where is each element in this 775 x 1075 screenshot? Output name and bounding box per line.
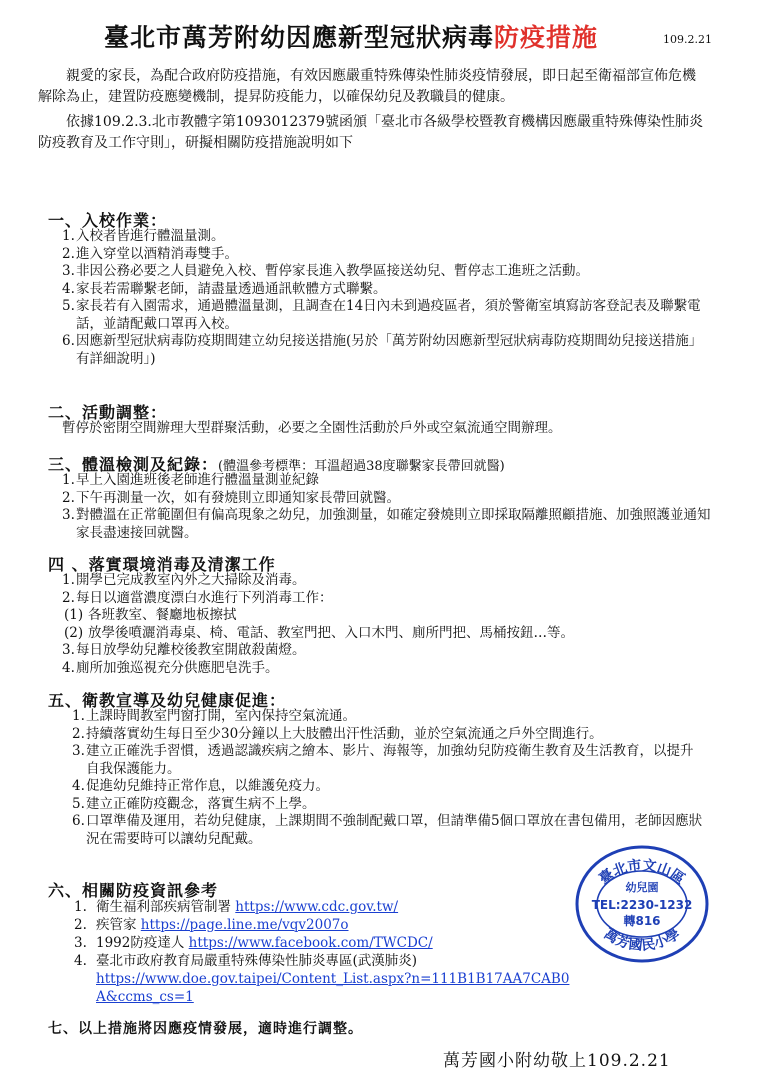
item-number: 2.: [74, 917, 87, 933]
item-number: 4.: [62, 280, 75, 297]
item-text: 家長若需聯繫老師，請盡量透過通訊軟體方式聯繫。: [76, 280, 387, 297]
item-number: 3.: [62, 642, 75, 658]
facebook-link[interactable]: https://www.facebook.com/TWCDC/: [188, 935, 433, 951]
list-item: [62, 660, 712, 678]
item-text: 建立正確防疫觀念，落實生病不上學。: [86, 795, 316, 812]
list-item: [62, 507, 712, 542]
item-text: 每日放學幼兒離校後教室開啟殺菌燈。: [76, 642, 306, 658]
item-text: 口罩準備及運用，若幼兒健康，上課期間不強制配戴口罩，但請準備5個口罩放在書包備用，老師因應狀況在需要時可以讓幼兒配戴。: [86, 813, 703, 847]
list-item: [74, 898, 574, 916]
section-6-title: 六、相關防疫資訊參考: [48, 881, 219, 900]
item-text: 每日以適當濃度漂白水進行下列消毒工作：: [76, 589, 333, 606]
section-4-title: 四 、落實環境消毒及清潔工作: [48, 555, 276, 574]
item-text: 因應新型冠狀病毒防疫期間建立幼兒接送措施(另於「萬芳附幼因應新型冠狀病毒防疫期間幼兒接送措施」有詳細說明」): [76, 333, 703, 367]
section-3-title-text: 三、體溫檢測及紀錄：: [48, 455, 219, 474]
item-number: 3.: [72, 743, 85, 759]
list-item: [62, 472, 712, 490]
list-item: [72, 778, 704, 796]
cdc-link[interactable]: https://www.cdc.gov.tw/: [235, 899, 399, 915]
list-item: [62, 490, 712, 508]
item-text: 廁所加強巡視充分供應肥皂洗手。: [76, 659, 279, 676]
section-6-list: [74, 898, 574, 1006]
item-number: 5.: [72, 795, 85, 812]
item-text: 入校者皆進行體溫量測。: [76, 228, 225, 244]
school-seal-stamp: [573, 843, 711, 965]
section-1-title: 一、入校作業：: [48, 211, 168, 230]
list-item: [72, 743, 704, 778]
item-text: 促進幼兒維持正常作息，以維護免疫力。: [86, 778, 329, 794]
item-text: 進入穿堂以酒精消毒雙手。: [76, 245, 238, 262]
item-number: 4.: [72, 778, 85, 794]
list-item: [62, 263, 712, 281]
title-row: [0, 18, 775, 58]
item-text: 家長若有入園需求，通過體溫量測，且調查在14日內未到過疫區者，須於警衛室填寫訪客登記表及聯繫電話，並請配戴口罩再入校。: [76, 298, 701, 332]
item-number: 6.: [62, 333, 75, 349]
list-item: [72, 708, 704, 726]
item-text: 持續落實幼生每日至少30分鐘以上大肢體出汗性活動，並於空氣流通之戶外空間進行。: [86, 725, 603, 742]
item-text: 放學後噴灑消毒桌、椅、電話、教室門把、入口木門、廁所門把、馬桶按鈕…等。: [88, 624, 574, 641]
stamp-top-textpath: 臺北市文山區: [596, 857, 688, 888]
list-item: [74, 952, 574, 1006]
list-item: [62, 228, 712, 246]
item-number: 4.: [62, 659, 75, 676]
section-2-text: 暫停於密閉空間辦理大型群聚活動，必要之全園性活動於戶外或空氣流通空間辦理。: [62, 420, 562, 436]
section-5-list: [72, 708, 704, 848]
item-text: 各班教室、餐廳地板擦拭: [88, 607, 237, 623]
page-title: [104, 18, 598, 54]
list-item: [62, 333, 712, 368]
item-number: (1): [64, 607, 84, 623]
item-text: 非因公務必要之人員避免入校、暫停家長進入教學區接送幼兒、暫停志工進班之活動。: [76, 263, 589, 279]
reference-label: 衛生福利部疾病管制署: [96, 899, 231, 915]
item-number: 1.: [62, 572, 75, 588]
item-number: 1.: [62, 472, 75, 488]
intro-paragraph-2: 依據109.2.3.北市教體字第1093012379號函頒「臺北市各級學校暨教育機構因應嚴重特殊傳染性肺炎防疫教育及工作守則」，研擬相關防疫措施說明如下: [38, 114, 703, 151]
list-item: [62, 246, 712, 264]
item-text: 上課時間教室門窗打開，室內保持空氣流通。: [86, 708, 356, 724]
section-3-list: [62, 472, 712, 542]
section-2-title: 二、活動調整：: [48, 403, 168, 422]
item-text: 對體溫在正常範圍但有偏高現象之幼兒，加強測量，如確定發燒則立即採取隔離照顧措施、加強照護並通知家長盡速接回就醫。: [76, 507, 711, 541]
reference-label: 臺北市政府教育局嚴重特殊傳染性肺炎專區(武漢肺炎): [96, 953, 418, 969]
stamp-bottom-text: [601, 925, 683, 954]
list-item: [62, 590, 712, 608]
title-highlight: 防疫措施: [494, 23, 599, 52]
list-item: [72, 796, 704, 814]
item-number: 1.: [74, 899, 87, 915]
intro: [38, 66, 706, 154]
line-link[interactable]: https://page.line.me/vqv2007o: [140, 917, 349, 933]
title-main-text: 臺北市萬芳附幼因應新型冠狀病毒: [104, 23, 495, 52]
stamp-phone: TEL:2230-1232: [591, 898, 693, 912]
doe-link[interactable]: https://www.doe.gov.taipei/Content_List.aspx?n=111B1B17AA7CAB0A&ccms_cs=1: [96, 971, 570, 1005]
stamp-extension: 轉816: [623, 914, 661, 928]
reference-label: 1992防疫達人: [96, 935, 185, 951]
list-item: [74, 916, 574, 934]
reference-label: 疾管家: [96, 917, 137, 933]
signature: 萬芳國小附幼敬上109.2.21: [443, 1051, 671, 1071]
item-number: 1.: [72, 708, 85, 724]
item-text: 開學已完成教室內外之大掃除及消毒。: [76, 572, 306, 588]
item-number: 2.: [62, 489, 75, 506]
item-number: 1.: [62, 228, 75, 244]
item-text: 下午再測量一次，如有發燒則立即通知家長帶回就醫。: [76, 489, 400, 506]
item-number: 5.: [62, 298, 75, 314]
section-3-note: (體溫參考標準：耳溫超過38度聯繫家長帶回就醫): [218, 459, 505, 474]
section-7-title: 七、以上措施將因應疫情發展，適時進行調整。: [48, 1021, 363, 1037]
item-number: 2.: [62, 245, 75, 262]
list-item: [72, 726, 704, 744]
item-text: 建立正確洗手習慣，透過認識疾病之繪本、影片、海報等，加強幼兒防疫衛生教育及生活教育，以提升自我保護能力。: [86, 743, 694, 777]
list-item: [62, 625, 712, 643]
stamp-line-1: 幼兒園: [625, 881, 659, 894]
section-4-list: [62, 572, 712, 677]
stamp-bottom-textpath: 萬芳國民小學: [600, 926, 684, 954]
item-number: 2.: [72, 725, 85, 742]
section-5-title: 五、衛教宣導及幼兒健康促進：: [48, 691, 287, 710]
intro-paragraph-1: 親愛的家長，為配合政府防疫措施，有效因應嚴重特殊傳染性肺炎疫情發展，即日起至衛福部宣佈危機解除為止，建置防疫應變機制，提昇防疫能力，以確保幼兒及教職員的健康。: [38, 68, 696, 105]
list-item: [62, 298, 712, 333]
list-item: [62, 642, 712, 660]
item-number: (2): [64, 624, 84, 641]
title-date: 109.2.21: [663, 33, 712, 46]
item-number: 3.: [74, 935, 87, 951]
item-number: 6.: [72, 813, 85, 829]
item-number: 3.: [62, 263, 75, 279]
item-number: 2.: [62, 589, 75, 606]
section-1-list: [62, 228, 712, 368]
item-text: 早上入園進班後老師進行體溫量測並紀錄: [76, 472, 319, 488]
item-number: 4.: [74, 953, 87, 969]
list-item: [62, 572, 712, 590]
list-item: [62, 607, 712, 625]
list-item: [74, 934, 574, 952]
item-number: 3.: [62, 507, 75, 523]
list-item: [62, 281, 712, 299]
